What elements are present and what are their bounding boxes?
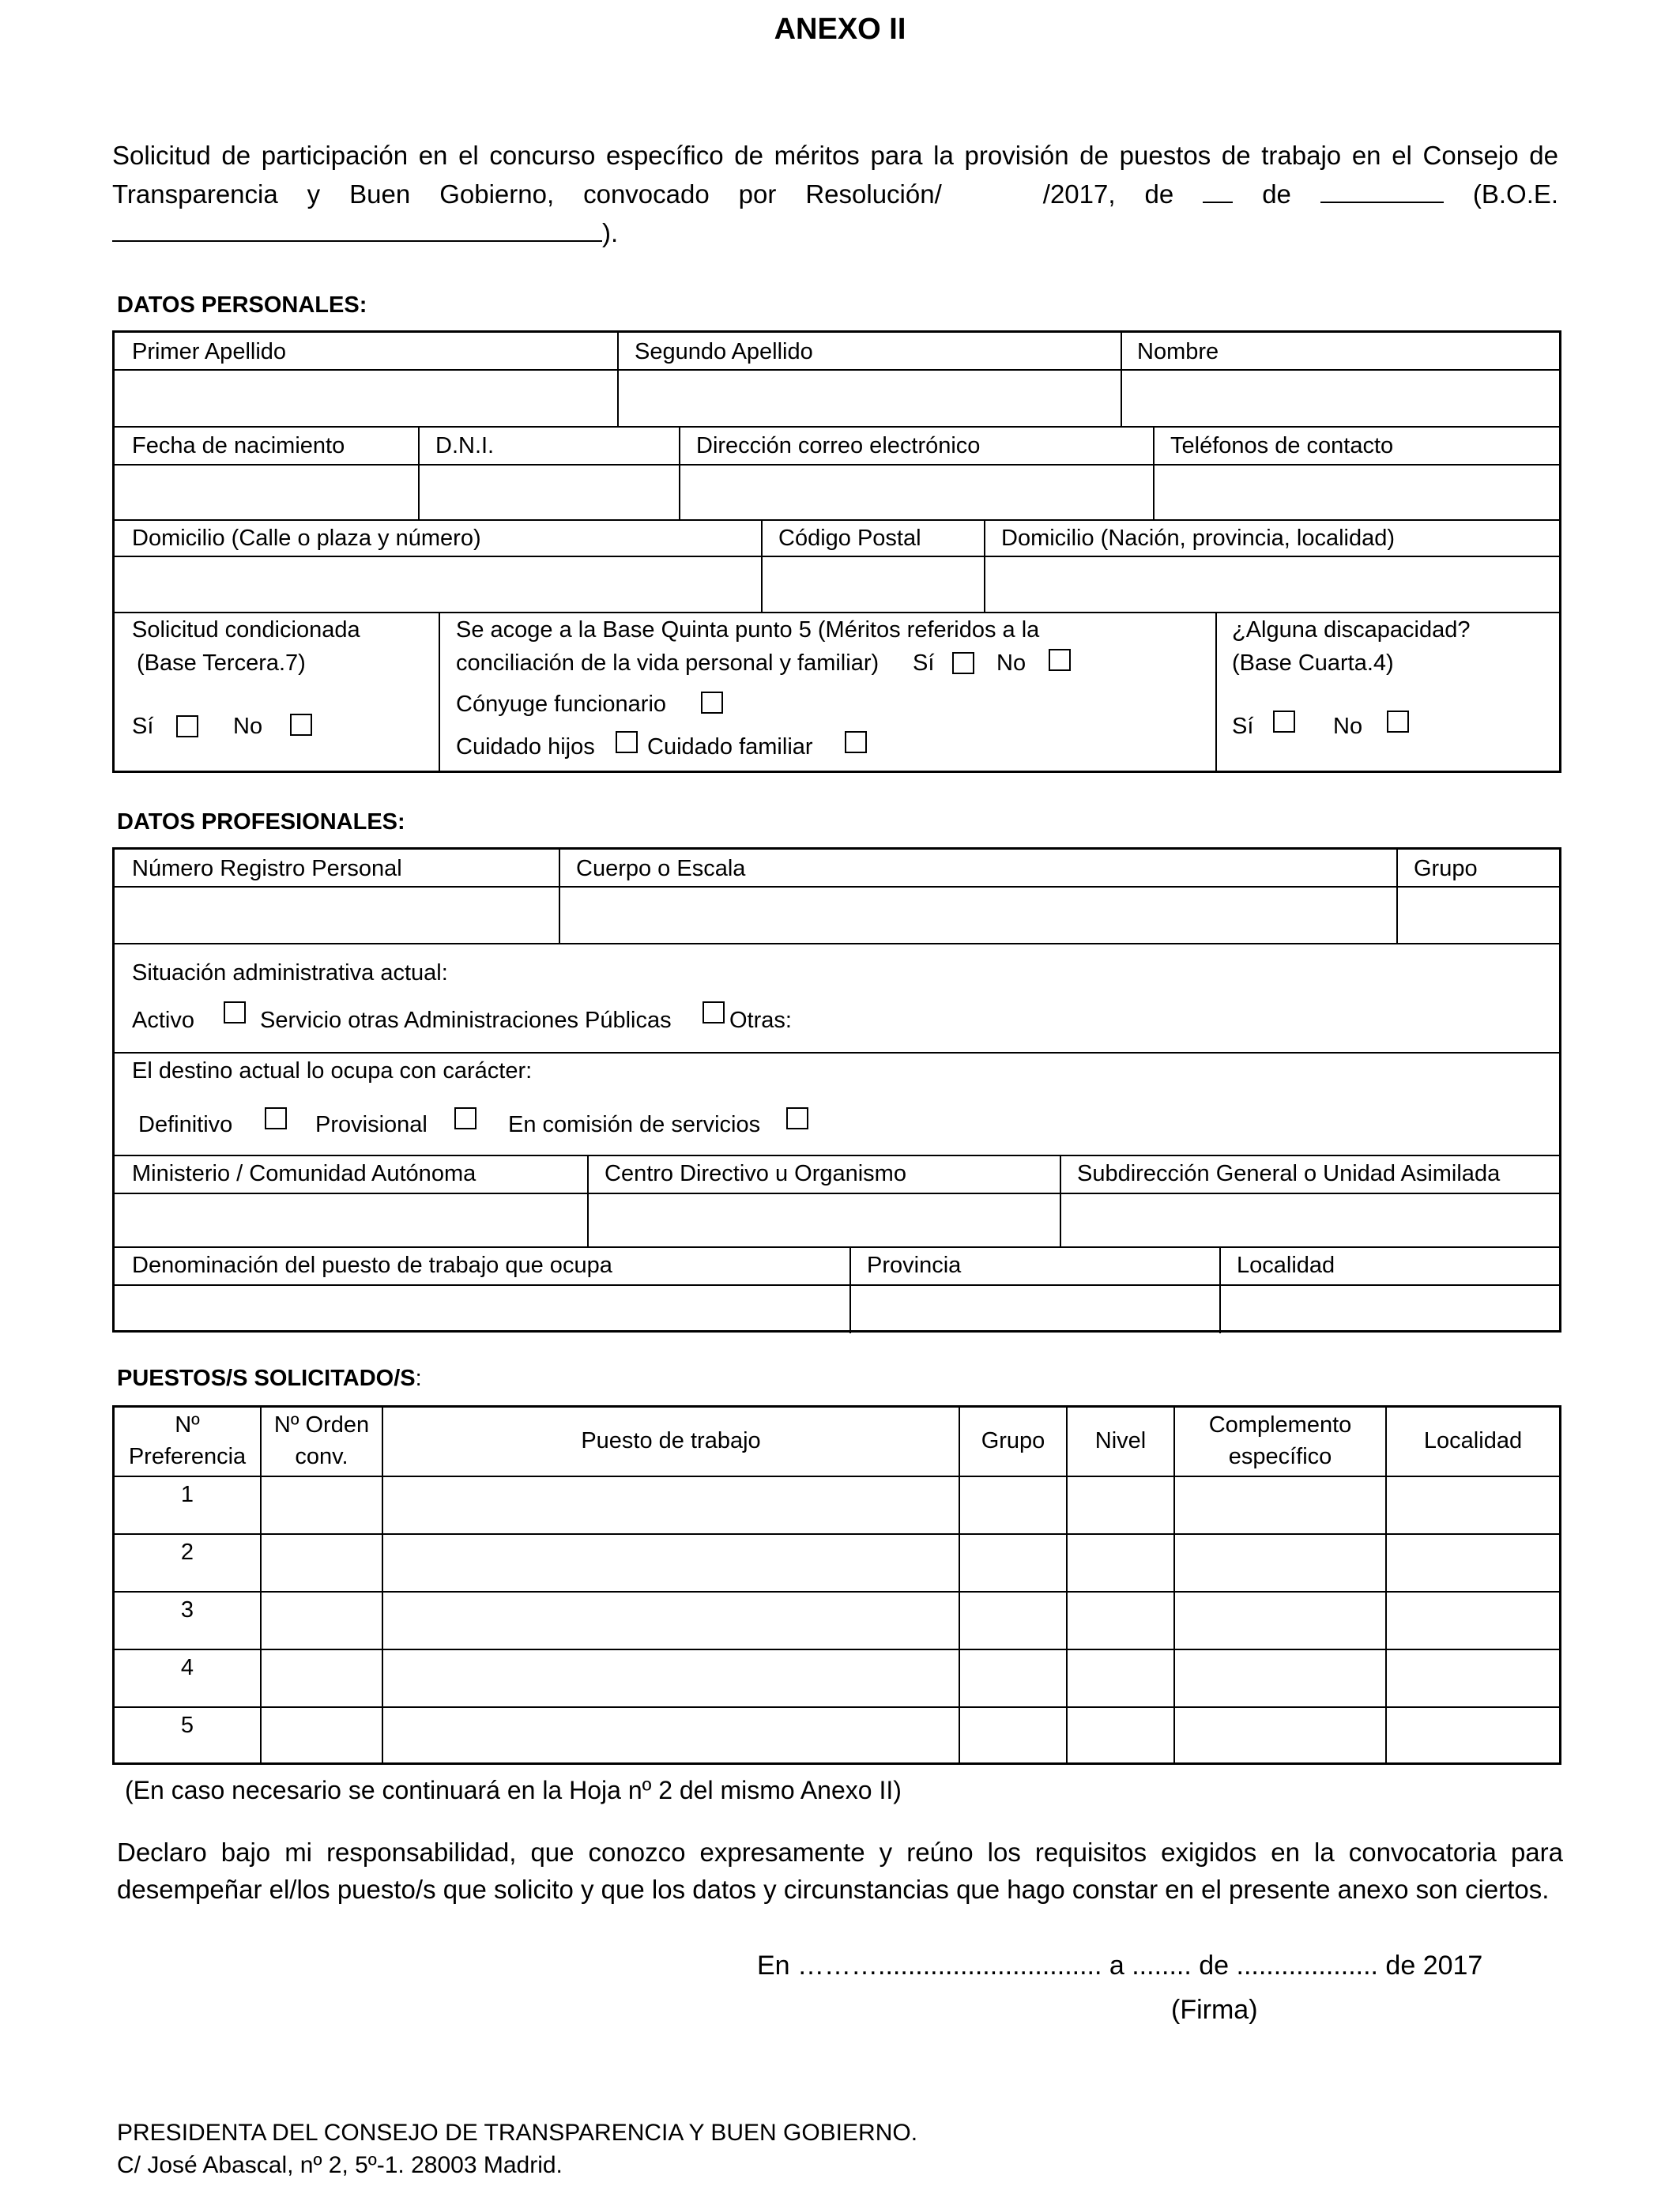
row-number-2: 2 bbox=[180, 1540, 194, 1565]
primer-apellido-label: Primer Apellido bbox=[132, 339, 287, 364]
centro-label: Centro Directivo u Organismo bbox=[605, 1161, 906, 1186]
base-tercera-label: (Base Tercera.7) bbox=[137, 650, 306, 676]
discapacidad-si-checkbox[interactable] bbox=[1273, 711, 1295, 733]
conciliacion-no-label: No bbox=[996, 650, 1026, 676]
condicionada-no-label: No bbox=[233, 714, 263, 739]
position-row-2[interactable] bbox=[262, 1536, 1558, 1589]
col-grupo: Grupo bbox=[981, 1428, 1045, 1453]
conciliacion-si-label: Sí bbox=[913, 650, 935, 676]
domicilio-calle-field[interactable] bbox=[116, 559, 758, 609]
domicilio-calle-label: Domicilio (Calle o plaza y número) bbox=[132, 526, 481, 551]
row-number-4: 4 bbox=[180, 1655, 194, 1680]
solicitud-condicionada-label: Solicitud condicionada bbox=[132, 617, 360, 643]
dni-label: D.N.I. bbox=[435, 433, 495, 458]
intro-text-3: de bbox=[1262, 179, 1291, 209]
intro-text-1: Solicitud de participación en el concurso específico de méritos para la provisión de puestos de trabajo en el Consejo de Transparencia y Buen Gobierno, convocado por Resolución/ bbox=[112, 141, 1558, 209]
nrp-label: Número Registro Personal bbox=[132, 856, 402, 881]
telefonos-field[interactable] bbox=[1156, 466, 1558, 517]
col-pref-line1: Nº bbox=[175, 1412, 200, 1438]
conyuge-checkbox[interactable] bbox=[701, 692, 723, 714]
servicio-otras-checkbox[interactable] bbox=[703, 1001, 725, 1023]
continuation-note: (En caso necesario se continuará en la Hoja nº 2 del mismo Anexo II) bbox=[125, 1776, 902, 1804]
intro-text-5: ). bbox=[602, 218, 619, 247]
place-date-line[interactable]: En ……….............................. a ........ de ................... de 2017 bbox=[757, 1951, 1483, 1981]
discapacidad-no-label: No bbox=[1333, 714, 1363, 739]
condicionada-si-checkbox[interactable] bbox=[176, 715, 198, 737]
condicionada-si-label: Sí bbox=[132, 714, 154, 739]
cuidado-familiar-checkbox[interactable] bbox=[845, 731, 867, 753]
footer-address bbox=[117, 2117, 917, 2181]
codigo-postal-label: Código Postal bbox=[778, 526, 921, 551]
localidad-field[interactable] bbox=[1222, 1287, 1558, 1332]
signature-label: (Firma) bbox=[1171, 1995, 1258, 2025]
provisional-label: Provisional bbox=[315, 1112, 428, 1137]
positions-heading-colon: : bbox=[415, 1366, 422, 1391]
segundo-apellido-label: Segundo Apellido bbox=[635, 339, 813, 364]
row-number-5: 5 bbox=[180, 1713, 194, 1738]
base-cuarta-label: (Base Cuarta.4) bbox=[1232, 650, 1394, 676]
day-blank[interactable] bbox=[1203, 178, 1233, 203]
col-nivel: Nivel bbox=[1094, 1428, 1147, 1453]
definitivo-checkbox[interactable] bbox=[265, 1107, 287, 1129]
intro-text-2: /2017, de bbox=[1042, 179, 1174, 209]
denominacion-field[interactable] bbox=[116, 1287, 846, 1332]
discapacidad-no-checkbox[interactable] bbox=[1387, 711, 1409, 733]
footer-line-2: C/ José Abascal, nº 2, 5º-1. 28003 Madrid. bbox=[117, 2152, 563, 2178]
situacion-label: Situación administrativa actual: bbox=[132, 960, 448, 986]
col-orden-line1: Nº Orden bbox=[273, 1412, 370, 1438]
base-quinta-label: Se acoge a la Base Quinta punto 5 (Méritos referidos a la bbox=[456, 617, 1040, 643]
cuidado-hijos-checkbox[interactable] bbox=[616, 731, 638, 753]
month-blank[interactable] bbox=[1320, 178, 1444, 203]
centro-field[interactable] bbox=[590, 1196, 1057, 1245]
personal-data-table bbox=[112, 330, 1561, 773]
telefonos-label: Teléfonos de contacto bbox=[1170, 433, 1394, 458]
col-complemento-line2: específico bbox=[1228, 1444, 1332, 1469]
position-row-3[interactable] bbox=[262, 1593, 1558, 1647]
declaration-paragraph: Declaro bajo mi responsabilidad, que conozco expresamente y reúno los requisitos exigidos en la convocatoria para desempeñar el/los puesto/s que solicito y que los datos y circunstancias que hago constar en el presente anexo son ciertos. bbox=[117, 1838, 1563, 1904]
row-number-1: 1 bbox=[180, 1482, 194, 1507]
fecha-nacimiento-field[interactable] bbox=[116, 466, 415, 517]
conyuge-label: Cónyuge funcionario bbox=[456, 692, 667, 717]
ministerio-label: Ministerio / Comunidad Autónoma bbox=[132, 1161, 477, 1186]
col-localidad: Localidad bbox=[1423, 1428, 1523, 1453]
comision-checkbox[interactable] bbox=[786, 1107, 808, 1129]
cuidado-familiar-label: Cuidado familiar bbox=[647, 734, 813, 760]
dni-field[interactable] bbox=[421, 466, 676, 517]
nrp-field[interactable] bbox=[116, 888, 556, 941]
positions-heading-text: PUESTOS/S SOLICITADO/S bbox=[117, 1366, 416, 1391]
nombre-label: Nombre bbox=[1137, 339, 1219, 364]
col-pref-line2: Preferencia bbox=[128, 1444, 247, 1469]
primer-apellido-field[interactable] bbox=[116, 371, 614, 424]
professional-data-heading: DATOS PROFESIONALES: bbox=[117, 809, 405, 835]
definitivo-label: Definitivo bbox=[138, 1112, 233, 1137]
col-puesto: Puesto de trabajo bbox=[581, 1428, 761, 1453]
cuerpo-label: Cuerpo o Escala bbox=[576, 856, 746, 881]
denominacion-label: Denominación del puesto de trabajo que ocupa bbox=[132, 1253, 612, 1278]
cuidado-hijos-label: Cuidado hijos bbox=[456, 734, 595, 760]
activo-checkbox[interactable] bbox=[224, 1001, 246, 1023]
intro-text-4: (B.O.E. bbox=[1472, 179, 1559, 209]
codigo-postal-field[interactable] bbox=[764, 559, 981, 609]
subdireccion-label: Subdirección General o Unidad Asimilada bbox=[1077, 1161, 1501, 1186]
discapacidad-label: ¿Alguna discapacidad? bbox=[1232, 617, 1471, 643]
ministerio-field[interactable] bbox=[116, 1196, 584, 1245]
destino-label: El destino actual lo ocupa con carácter: bbox=[132, 1058, 533, 1084]
provincia-field[interactable] bbox=[853, 1287, 1216, 1332]
email-field[interactable] bbox=[682, 466, 1150, 517]
col-complemento-line1: Complemento bbox=[1208, 1412, 1352, 1438]
conciliacion-no-checkbox[interactable] bbox=[1049, 649, 1071, 671]
boe-blank[interactable] bbox=[112, 217, 602, 242]
grupo-label: Grupo bbox=[1414, 856, 1478, 881]
email-label: Dirección correo electrónico bbox=[696, 433, 981, 458]
subdireccion-field[interactable] bbox=[1063, 1196, 1558, 1245]
positions-heading bbox=[117, 1366, 422, 1392]
col-orden-line2: conv. bbox=[295, 1444, 348, 1469]
grupo-field[interactable] bbox=[1399, 888, 1558, 941]
domicilio-nacion-label: Domicilio (Nación, provincia, localidad) bbox=[1001, 526, 1396, 551]
conciliacion-si-checkbox[interactable] bbox=[952, 652, 974, 674]
discapacidad-si-label: Sí bbox=[1232, 714, 1254, 739]
activo-label: Activo bbox=[132, 1008, 194, 1033]
professional-data-table bbox=[112, 847, 1561, 1333]
intro-paragraph bbox=[112, 136, 1558, 252]
servicio-otras-label: Servicio otras Administraciones Públicas bbox=[260, 1008, 672, 1033]
comision-label: En comisión de servicios bbox=[508, 1112, 761, 1137]
document-title: ANEXO II bbox=[774, 13, 906, 46]
row-number-3: 3 bbox=[180, 1597, 194, 1623]
positions-table bbox=[112, 1405, 1561, 1765]
segundo-apellido-field[interactable] bbox=[620, 371, 1118, 424]
localidad-label: Localidad bbox=[1237, 1253, 1335, 1278]
cuerpo-field[interactable] bbox=[562, 888, 1393, 941]
conciliacion-label: conciliación de la vida personal y familiar) bbox=[456, 650, 880, 676]
nombre-field[interactable] bbox=[1124, 371, 1558, 424]
provincia-label: Provincia bbox=[867, 1253, 962, 1278]
position-row-1[interactable] bbox=[262, 1478, 1558, 1532]
condicionada-no-checkbox[interactable] bbox=[290, 714, 312, 736]
personal-data-heading: DATOS PERSONALES: bbox=[117, 292, 367, 318]
footer-line-1: PRESIDENTA DEL CONSEJO DE TRANSPARENCIA Y BUEN GOBIERNO. bbox=[117, 2120, 918, 2146]
domicilio-nacion-field[interactable] bbox=[987, 559, 1558, 609]
provisional-checkbox[interactable] bbox=[454, 1107, 477, 1129]
fecha-nacimiento-label: Fecha de nacimiento bbox=[132, 433, 345, 458]
position-row-5[interactable] bbox=[262, 1709, 1558, 1762]
position-row-4[interactable] bbox=[262, 1651, 1558, 1705]
otras-label: Otras: bbox=[729, 1008, 792, 1033]
